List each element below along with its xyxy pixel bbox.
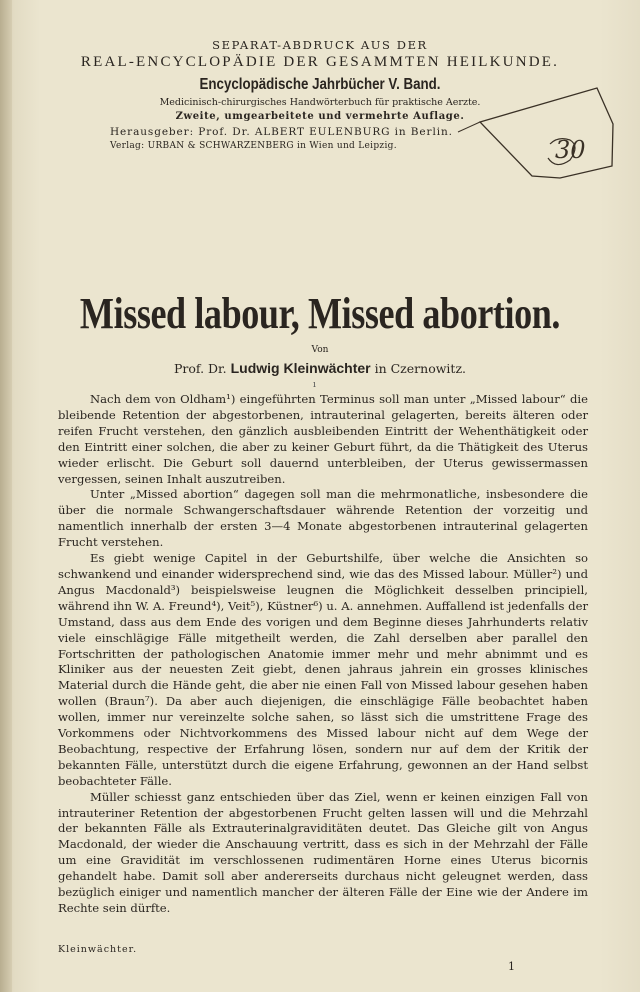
paragraph: Müller schiesst ganz entschieden über das Ziel, wenn er keinen einzigen Fall von intrauteriner Retention der abgestorbenen Frucht gelten lassen will und die Mehrzahl der bekannten Fälle als Extrauterinalgraviditäten deutet. Das Gleiche gilt von Angus Macdonald, der wieder die Anschauung vertritt, dass es sich in der Mehrzahl der Fälle um eine Gravidität im verschlossenen rudimentären Horne eines Uterus bicornis gehandelt habe. Damit soll aber andererseits durchaus nicht geleugnet werden, dass bezüglich einiger und namentlich mancher der älteren Fälle der Eine wie der Andere im Rechte sein dürfte.: [58, 789, 588, 915]
article-body: [58, 392, 588, 917]
article-title: Missed labour, Missed abortion.: [79, 289, 561, 338]
by-label: Von: [311, 345, 329, 355]
author-location: in Czernowitz.: [370, 361, 466, 376]
editor-line: Herausgeber: Prof. Dr. ALBERT EULENBURG in Berlin.: [110, 126, 453, 138]
stray-mark: ı: [313, 380, 316, 390]
paragraph: Unter „Missed abortion“ dagegen soll man die mehrmonatliche, insbesondere die über die normale Schwangerschaftsdauer währende Retention der vorzeitig und namentlich innerhalb der ersten 3—4 Monate abgestorbenen intrauterinal gelagerten Frucht verstehen.: [58, 487, 588, 550]
page-number: 1: [508, 960, 515, 973]
encyclopedia-title: REAL-ENCYCLOPÄDIE DER GESAMMTEN HEILKUNDE.: [80, 54, 560, 70]
author-line: [0, 360, 640, 376]
paragraph: Es giebt wenige Capitel in der Geburtshilfe, über welche die Ansichten so schwankend und einander widersprechend sind, wie das des Missed labour. Müller²) und Angus Macdonald³) beispielsweise leugnen die Möglichkeit desselben principiell, während ihn W. A. Freund⁴), Veit⁵), Küstner⁶) u. A. annehmen. Auffallend ist jedenfalls der Umstand, dass aus dem Ende des vorigen und dem Beginne dieses Jahrhunderts relativ viele einschlägige Fälle mitgetheilt werden, die Zahl derselben aber parallel den Fortschritten der pathologischen Anatomie immer mehr und mehr abnimmt und es Kliniker aus der neuesten Zeit giebt, denen jahraus jahrein ein grosses klinisches Material durch die Hände geht, die aber nie einen Fall von Missed labour gesehen haben wollen (Braun⁷). Da aber auch diejenigen, die einschlägige Fälle beobachtet haben wollen, immer nur vereinzelte solche sahen, so lässt sich die umstrittene Frage des Vorkommens oder Nichtvorkommens des Missed labour nicht auf dem Wege der Beobachtung, respective der Erfahrung lösen, sondern nur auf dem der Kritik der bekannten Fälle, unterstützt durch die eigene Erfahrung, gewonnen an der Hand selbst beobachteter Fälle.: [58, 551, 588, 788]
footer-author: Kleinwächter.: [58, 944, 138, 955]
handwritten-mark-outline: [0, 0, 640, 200]
yearbook-title: Encyclopädische Jahrbücher V. Band.: [199, 76, 441, 93]
subtitle-line: Medicinisch-chirurgisches Handwörterbuch für praktische Aerzte.: [159, 97, 481, 108]
edition-line: Zweite, umgearbeitete und vermehrte Auflage.: [175, 111, 465, 122]
offprint-label: SEPARAT-ABDRUCK AUS DER: [212, 38, 428, 52]
handwritten-number: 30: [555, 136, 586, 164]
author-name: Ludwig Kleinwächter: [230, 360, 371, 376]
publisher-line: Verlag: URBAN & SCHWARZENBERG in Wien und Leipzig.: [110, 141, 397, 151]
author-prefix: Prof. Dr.: [173, 361, 231, 376]
paragraph: Nach dem von Oldham¹) eingeführten Terminus soll man unter „Missed labour“ die bleibende Retention der abgestorbenen, intrauterinal gelagerten, bereits älteren oder reifen Frucht verstehen, den gänzlich ausbleibenden Eintritt der Wehenthätigkeit oder den Eintritt einer solchen, die aber zu keiner Geburt führt, da die Thätigkeit des Uterus wieder erlischt. Die Geburt soll dauernd unterbleiben, der Uterus gewissermassen vergessen, seinen Inhalt auszutreiben.: [58, 392, 588, 486]
